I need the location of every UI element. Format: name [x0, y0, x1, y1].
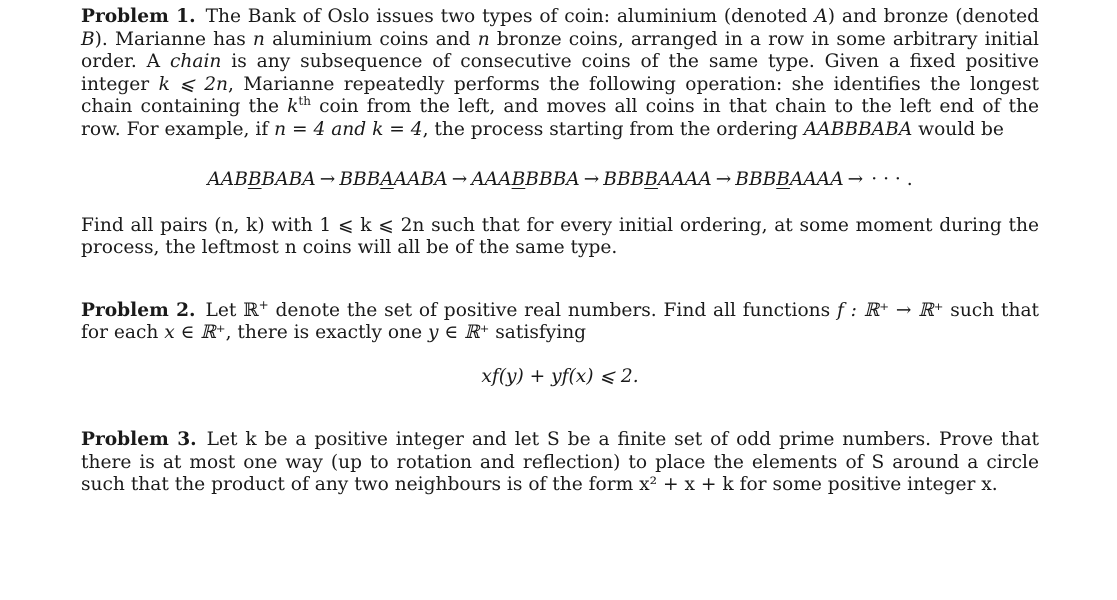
problem-1: [81, 6, 1039, 142]
p1-text: ). Marianne has: [94, 28, 253, 50]
p1-text: , the process starting from the ordering: [422, 118, 804, 140]
seq-part: BBB: [603, 168, 645, 190]
problem-2: [81, 297, 1040, 345]
p2-text: , there is exactly one: [225, 322, 428, 344]
p1-sup: th: [298, 94, 311, 109]
seq-part: AAA: [471, 168, 512, 190]
seq-part: AAAA: [789, 168, 844, 190]
p1-text: The Bank of Oslo issues two types of coin: aluminium (denoted: [205, 6, 815, 27]
problem-2-inequality: xf(y) + yf(x) ⩽ 2.: [481, 365, 639, 387]
seq-underlined: B: [776, 168, 790, 190]
seq-part: BBB: [735, 168, 777, 190]
p1-var: A: [814, 6, 828, 27]
seq-part: BABA: [261, 168, 316, 190]
sequence-step: [603, 169, 711, 190]
seq-underlined: B: [247, 168, 262, 190]
p1-text: ) and bronze (denoted: [827, 6, 1039, 27]
sequence-step: [339, 169, 447, 190]
p2-text: denote the set of positive real numbers. Find all functions: [268, 299, 837, 321]
p2-text: Let ℝ: [205, 299, 259, 321]
p1-var: n: [252, 28, 265, 50]
ellipsis: · · · .: [871, 168, 913, 190]
p1-text: aluminium coins and: [264, 28, 478, 50]
seq-part: BBBA: [525, 168, 580, 190]
seq-part: AAAA: [657, 168, 712, 190]
p1-text: coin from the left, and moves all coins in that chain to the left end of the row. For example, if: [81, 96, 1039, 140]
problem-2-title: Problem 2.: [81, 299, 196, 321]
sequence-step: [207, 169, 315, 190]
problem-1-title: Problem 1.: [81, 6, 196, 27]
arrow-icon: →: [451, 168, 468, 190]
p2-text: satisfying: [489, 322, 587, 344]
p2-math: y ∈ ℝ⁺: [428, 322, 490, 344]
arrow-icon: →: [847, 168, 864, 190]
p1-text: is any subsequence of consecutive coins of the same type. Given a fixed positive integer: [81, 51, 1040, 95]
p1-text: bronze coins, arranged in a row in some arbitrary initial order. A: [81, 28, 1040, 73]
problem-1-question: Find all pairs (n, k) with 1 ⩽ k ⩽ 2n such that for every initial ordering, at some moment during the process, the leftmost n coins will all be of the same type.: [81, 214, 1039, 259]
p1-var: B: [81, 28, 95, 50]
p1-text: , Marianne repeatedly performs the following operation: she identifies the longest chain containing the: [81, 73, 1039, 118]
seq-part: AAB: [207, 168, 248, 190]
seq-underlined: B: [511, 168, 526, 190]
p2-sup: +: [258, 297, 269, 312]
arrow-icon: →: [319, 168, 336, 190]
p1-var: n: [477, 28, 490, 50]
p1-var: k: [287, 96, 299, 118]
problem-3: [81, 429, 1039, 497]
p2-math: f : ℝ⁺ → ℝ⁺: [837, 299, 944, 321]
problem-3-title: Problem 3.: [81, 428, 197, 450]
problem-3-text: Let k be a positive integer and let S be a finite set of odd prime numbers. Prove that there is at most one way (up to rotation and reflection) to place the elements of S around a circle such that the product of any two neighbours is of the form x² + x + k for some positive integer x.: [81, 428, 1039, 496]
p1-var: AABBBABA: [803, 118, 913, 140]
seq-underlined: A: [380, 168, 394, 190]
p1-text: would be: [912, 118, 1004, 140]
sequence-step: [735, 169, 843, 190]
seq-part: AABA: [393, 168, 448, 190]
p1-var: k ⩽ 2n: [158, 73, 229, 95]
p2-math: x ∈ ℝ⁺: [164, 322, 226, 344]
sequence-step: [471, 169, 579, 190]
arrow-icon: →: [715, 168, 732, 190]
arrow-icon: →: [583, 168, 600, 190]
problem-1-sequence: [81, 168, 1039, 192]
seq-underlined: B: [644, 168, 658, 190]
p1-var: n = 4 and k = 4: [274, 118, 423, 140]
p1-term-chain: chain: [169, 51, 222, 73]
seq-part: BBB: [339, 168, 381, 190]
p2-text: such that for each: [81, 299, 1040, 344]
